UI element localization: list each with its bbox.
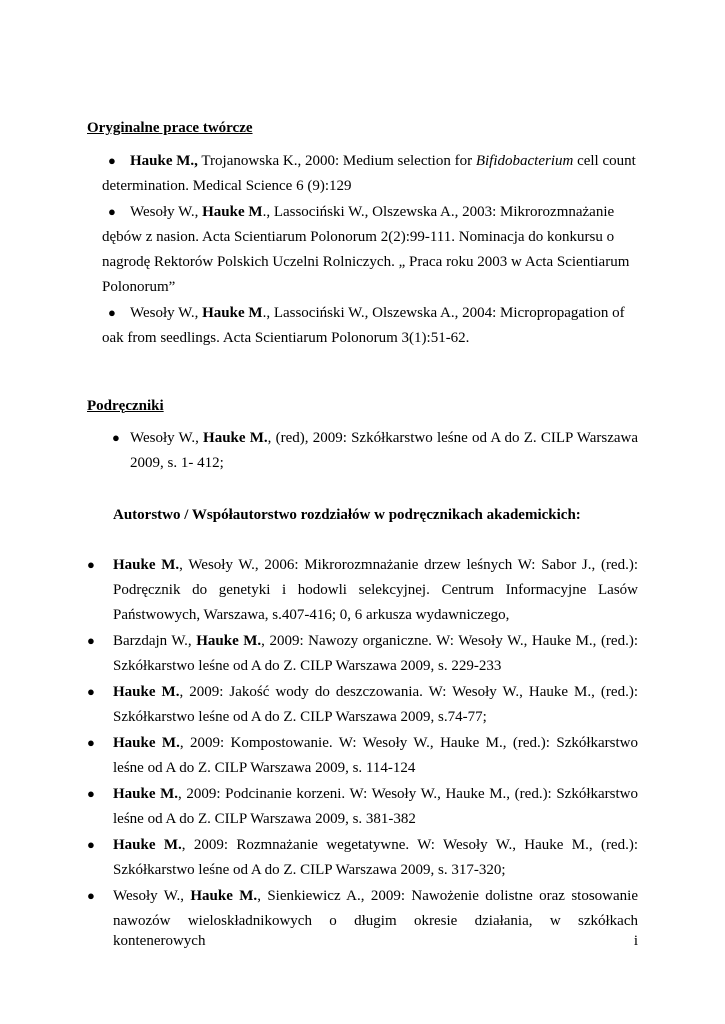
author-name: Hauke M.: [203, 430, 268, 446]
author-name: Hauke M.: [196, 633, 262, 649]
item-line: Hauke M., 2009: Podcinanie korzeni. W: Wesoły W., Hauke M., (red.): Szkółkarstwo: [113, 786, 638, 802]
author-name: Hauke M: [202, 204, 263, 220]
section-heading-original-works: Oryginalne prace twórcze: [87, 120, 253, 136]
author-name: Hauke M.: [113, 786, 179, 802]
author-name: Hauke M.: [113, 684, 180, 700]
bullet: ●: [87, 786, 95, 801]
author-name: Hauke M.,: [130, 153, 198, 169]
item-line: Wesoły W., Hauke M., Sienkiewicz A., 2009: Nawożenie dolistne oraz stosowanie: [113, 888, 638, 904]
item-line: Hauke M., Trojanowska K., 2000: Medium selection for Bifidobacterium cell count: [130, 153, 636, 169]
bullet: ●: [87, 837, 95, 852]
item-line: 2009, s. 1- 412;: [130, 455, 224, 471]
item-line: Wesoły W., Hauke M., (red), 2009: Szkółkarstwo leśne od A do Z. CILP Warszawa: [130, 430, 638, 446]
author-name: Hauke M.: [113, 837, 182, 853]
item-line: Polonorum”: [102, 279, 176, 295]
bullet: ●: [112, 430, 120, 445]
item-line: Szkółkarstwo leśne od A do Z. CILP Warszawa 2009, s. 317-320;: [113, 862, 506, 878]
italic-term: Bifidobacterium: [475, 153, 574, 169]
bullet: ●: [108, 204, 116, 219]
bullet: ●: [108, 153, 116, 168]
item-line: Hauke M., 2009: Rozmnażanie wegetatywne. W: Wesoły W., Hauke M., (red.):: [113, 837, 639, 853]
item-line: Hauke M., Wesoły W., 2006: Mikrorozmnażanie drzew leśnych W: Sabor J., (red.):: [113, 557, 639, 573]
bullet: ●: [87, 684, 95, 699]
bullet: ●: [87, 735, 95, 750]
item-line: Państwowych, Warszawa, s.407-416; 0, 6 arkusza wydawniczego,: [113, 607, 510, 623]
item-line: leśne od A do Z. CILP Warszawa 2009, s. 381-382: [113, 811, 416, 827]
bullet: ●: [87, 888, 95, 903]
item-line: Hauke M., 2009: Kompostowanie. W: Wesoły W., Hauke M., (red.): Szkółkarstwo: [113, 735, 639, 751]
item-line: nawozów wieloskładnikowych o długim okresie działania, w szkółkach kontenerowych i: [113, 913, 638, 949]
author-name: Hauke M.: [190, 888, 258, 904]
item-line: Podręcznik do genetyki i hodowli selekcyjnej. Centrum Informacyjne Lasów: [113, 582, 638, 598]
item-line: nagrodę Rektorów Polskich Uczelni Rolniczych. „ Praca roku 2003 w Acta Scientiarum: [102, 254, 630, 270]
item-line: Szkółkarstwo leśne od A do Z. CILP Warszawa 2009, s.74-77;: [113, 709, 487, 725]
bullet: ●: [87, 557, 95, 572]
item-line: oak from seedlings. Acta Scientiarum Polonorum 3(1):51-62.: [102, 330, 470, 346]
item-line: Wesoły W., Hauke M., Lassociński W., Olszewska A., 2003: Mikrorozmnażanie: [130, 204, 615, 220]
section-heading-chapters: Autorstwo / Współautorstwo rozdziałów w podręcznikach akademickich:: [113, 507, 581, 523]
item-line: Barzdajn W., Hauke M., 2009: Nawozy organiczne. W: Wesoły W., Hauke M., (red.):: [113, 633, 639, 649]
item-line: Hauke M., 2009: Jakość wody do deszczowania. W: Wesoły W., Hauke M., (red.):: [113, 684, 638, 700]
item-line: dębów z nasion. Acta Scientiarum Polonorum 2(2):99-111. Nominacja do konkursu o: [102, 229, 615, 245]
item-line: determination. Medical Science 6 (9):129: [102, 178, 352, 194]
item-line: Szkółkarstwo leśne od A do Z. CILP Warszawa 2009, s. 229-233: [113, 658, 502, 674]
bullet: ●: [87, 633, 95, 648]
bullet: ●: [108, 305, 116, 320]
author-name: Hauke M.: [113, 735, 180, 751]
item-line: leśne od A do Z. CILP Warszawa 2009, s. 114-124: [113, 760, 416, 776]
section-heading-textbooks: Podręczniki: [87, 398, 164, 414]
author-name: Hauke M.: [113, 557, 180, 573]
author-name: Hauke M: [202, 305, 263, 321]
item-line: Wesoły W., Hauke M., Lassociński W., Olszewska A., 2004: Micropropagation of: [130, 305, 625, 321]
